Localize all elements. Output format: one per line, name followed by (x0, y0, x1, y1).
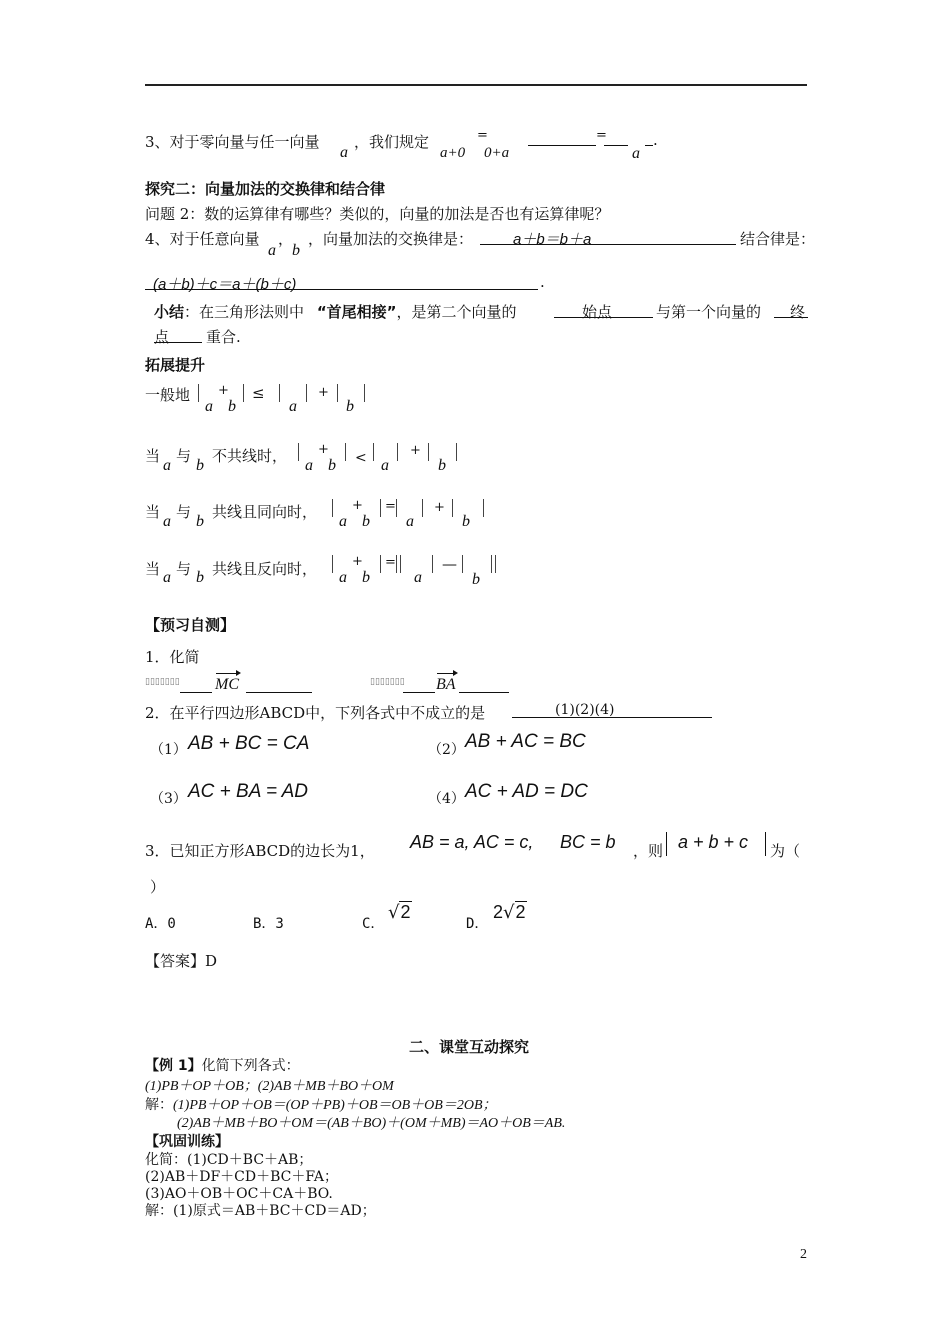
dang: 当 (145, 503, 161, 521)
drill-1: 化简：(1)CD＋BC＋AB； (145, 1152, 313, 1168)
garbled-expression-1: ▯▯▯▯▯▯▯ (145, 677, 180, 687)
option-2: AB + AC = BC (465, 731, 586, 752)
example-1-items: (1)PB＋OP＋OB；(2)AB＋MB＋BO＋OM (145, 1079, 394, 1094)
comma: ， (278, 230, 294, 248)
var-a: a (305, 457, 313, 474)
dang: 当 (145, 447, 161, 465)
minus-sign: — (442, 555, 457, 573)
abs-bar (306, 384, 307, 402)
abs-bar-left (666, 832, 667, 856)
preview-q3-prefix: 3．已知正方形ABCD的边长为1， (145, 842, 375, 860)
var-b: b (438, 457, 446, 474)
lt-sign: < (355, 450, 367, 466)
q3-then: ，则 (633, 842, 664, 860)
var-a: a (339, 569, 347, 586)
q3-expression: a + b + c (678, 832, 749, 852)
header-rule (145, 84, 807, 86)
plus-sign: + (318, 442, 329, 457)
var-a: a (381, 457, 389, 474)
summary-label: 小结 (154, 303, 185, 321)
solution-2: (2)AB＋MB＋BO＋OM＝(AB＋BO)＋(OM＋MB)＝AO＋OB＝AB. (177, 1116, 566, 1131)
var-a: a (339, 513, 347, 530)
var-a: a (289, 398, 297, 415)
answer-ba (436, 676, 456, 694)
extend-title: 拓展提升 (145, 356, 206, 374)
plus-sign: + (434, 500, 445, 515)
q3-wei: 为（ (770, 842, 801, 860)
expr-a-plus-0: a+0 (440, 145, 466, 161)
eq-sign: = (385, 499, 396, 514)
item-4-prefix: 4、对于任意向量 (145, 230, 260, 248)
blank-start-point-text: 始点 (582, 303, 613, 321)
solution-line-1 (145, 1094, 497, 1114)
summary-text-c: 与第一个向量的 (656, 303, 762, 321)
var-b: b (228, 398, 236, 415)
option-2-label: （2） (428, 742, 465, 758)
blank-q1-d (459, 678, 509, 693)
preview-q1: 1．化简 (145, 648, 200, 666)
abs-bar (380, 555, 381, 573)
choice-a: A．0 (145, 916, 176, 932)
choice-b: B．3 (253, 916, 284, 932)
question-2: 问题 2：数的运算律有哪些？类似的，向量的加法是否也有运算律呢？ (145, 205, 610, 223)
blank-end-text-b: 点 (154, 328, 170, 346)
summary-line-1 (154, 301, 517, 322)
abs-bar (396, 499, 397, 517)
example-1-text: 化简下列各式： (201, 1058, 300, 1074)
abs-bar (428, 443, 429, 461)
abs-bar (422, 499, 423, 517)
abs-bar (456, 443, 457, 461)
period-2: . (540, 273, 545, 291)
summary-text-a: ：在三角形法则中 (184, 303, 305, 321)
plus-sign: + (352, 498, 363, 513)
le-sign: ≤ (252, 384, 265, 402)
eq-sign-2: = (596, 128, 607, 143)
var-a: a (163, 457, 171, 474)
line2-mid: 不共线时， (212, 447, 288, 465)
sqrt-radicand: 2 (400, 902, 411, 922)
abs-bar (452, 499, 453, 517)
abs-bar (332, 555, 333, 573)
drill-title: 【巩固训练】 (145, 1134, 229, 1150)
var-b: b (362, 513, 370, 530)
yu: 与 (176, 503, 192, 521)
abs-bar (491, 555, 492, 573)
abs-bar (400, 555, 401, 573)
assoc-label: 结合律是： (740, 230, 816, 248)
item-3-text-b: ，我们规定 (354, 133, 430, 151)
var-b: b (462, 513, 470, 530)
solution-label: 解： (145, 1097, 173, 1113)
abs-bar (198, 384, 199, 402)
summary-text-d: 重合. (206, 328, 241, 346)
abs-bar (364, 384, 365, 402)
drill-3: (3)AO＋OB＋OC＋CA＋BO. (145, 1186, 333, 1202)
dang: 当 (145, 560, 161, 578)
vector-mc: MC (215, 676, 239, 693)
abs-bar-right (765, 832, 766, 856)
example-1-line (145, 1055, 300, 1075)
q3-close: ） (150, 878, 166, 896)
preview-answer: 【答案】D (145, 952, 218, 970)
yu: 与 (176, 447, 192, 465)
abs-bar (462, 555, 463, 573)
blank-q1-c (403, 678, 435, 693)
abs-bar (373, 443, 374, 461)
option-4: AC + AD = DC (465, 781, 588, 802)
line3-mid: 共线且同向时， (212, 503, 318, 521)
abs-bar (332, 499, 333, 517)
preview-title: 【预习自测】 (145, 616, 236, 634)
item-3-line (145, 131, 320, 152)
var-b-2: b (292, 242, 300, 259)
option-1: AB + BC = CA (188, 733, 310, 754)
choice-c-label: C． (362, 916, 385, 932)
abs-bar (337, 384, 338, 402)
var-a: a (205, 398, 213, 415)
blank-1 (528, 131, 596, 146)
blank-2 (604, 131, 628, 146)
yu: 与 (176, 560, 192, 578)
summary-text-b: ，是第二个向量的 (396, 303, 517, 321)
var-b: b (472, 571, 480, 588)
abs-bar (432, 555, 433, 573)
option-4-label: （4） (428, 791, 465, 807)
option-1-label: （1） (150, 742, 187, 758)
var-a: a (340, 144, 348, 161)
abs-bar (298, 443, 299, 461)
item-4-mid: ，向量加法的交换律是： (308, 230, 474, 248)
plus-sign: + (352, 554, 363, 569)
plus-sign: + (318, 385, 329, 400)
drill-solution: 解：(1)原式＝AB＋BC＋CD＝AD； (145, 1203, 376, 1219)
abs-bar (243, 384, 244, 402)
choice-d-label: D． (466, 916, 489, 932)
blank-3 (645, 131, 653, 146)
line4-mid: 共线且反向时， (212, 560, 318, 578)
garbled-expression-2: ▯▯▯▯▯▯▯ (370, 677, 405, 687)
vector-ba: BA (436, 676, 456, 693)
solution-1: (1)PB＋OP＋OB＝(OP＋PB)＋OB＝OB＋OB＝2OB； (173, 1098, 497, 1113)
summary-quote: “首尾相接” (316, 303, 397, 321)
q3-condition-2: BC = b (560, 832, 616, 852)
abs-bar (345, 443, 346, 461)
var-a: a (414, 569, 422, 586)
blank-end-text-a: 终 (790, 303, 806, 321)
abs-bar (495, 555, 496, 573)
var-a-2: a (268, 242, 276, 259)
abs-bar (396, 555, 397, 573)
plus-sign: + (410, 443, 421, 458)
example-1-label: 【例 1】 (145, 1058, 202, 1074)
var-b: b (196, 457, 204, 474)
var-b: b (362, 569, 370, 586)
answer-mc (215, 676, 239, 694)
abs-bar (483, 499, 484, 517)
item-3-text: 3、对于零向量与任一向量 (145, 133, 320, 151)
period: . (653, 131, 658, 149)
blank-q1-b (246, 678, 312, 693)
option-3: AC + BA = AD (188, 781, 309, 802)
eq-sign: = (385, 555, 396, 570)
q2-answer: (1)(2)(4) (555, 702, 615, 718)
abs-bar (380, 499, 381, 517)
option-3-label: （3） (150, 791, 187, 807)
extend-line1-prefix: 一般地 (145, 386, 191, 404)
blank-q1-a (180, 678, 212, 693)
expr-a: a (632, 145, 640, 162)
two-sqrt-2: 2√2 (493, 902, 526, 923)
drill-2: (2)AB＋DF＋CD＋BC＋FA； (145, 1169, 338, 1185)
var-b: b (346, 398, 354, 415)
associative-law: (a＋b)＋c＝a＋(b＋c) (153, 276, 297, 293)
var-b: b (196, 513, 204, 530)
var-a: a (163, 569, 171, 586)
eq-sign-1: = (477, 128, 488, 143)
page-number: 2 (800, 1247, 807, 1262)
section-title: 二、课堂互动探究 (409, 1038, 530, 1056)
abs-bar (397, 443, 398, 461)
q3-condition-1: AB = a, AC = c, (410, 832, 534, 852)
commutative-law: a＋b＝b＋a (513, 231, 592, 248)
coefficient: 2 (493, 902, 504, 922)
sqrt-2: √2 (388, 902, 411, 923)
var-a: a (163, 513, 171, 530)
explore-2-title: 探究二：向量加法的交换律和结合律 (145, 180, 386, 198)
plus-sign: + (218, 383, 229, 398)
preview-q2: 2．在平行四边形ABCD中，下列各式中不成立的是 (145, 704, 486, 722)
var-a: a (406, 513, 414, 530)
sqrt-radicand: 2 (515, 902, 526, 922)
var-b: b (196, 569, 204, 586)
var-b: b (328, 457, 336, 474)
abs-bar (279, 384, 280, 402)
expr-0-plus-a: 0+a (484, 145, 510, 161)
